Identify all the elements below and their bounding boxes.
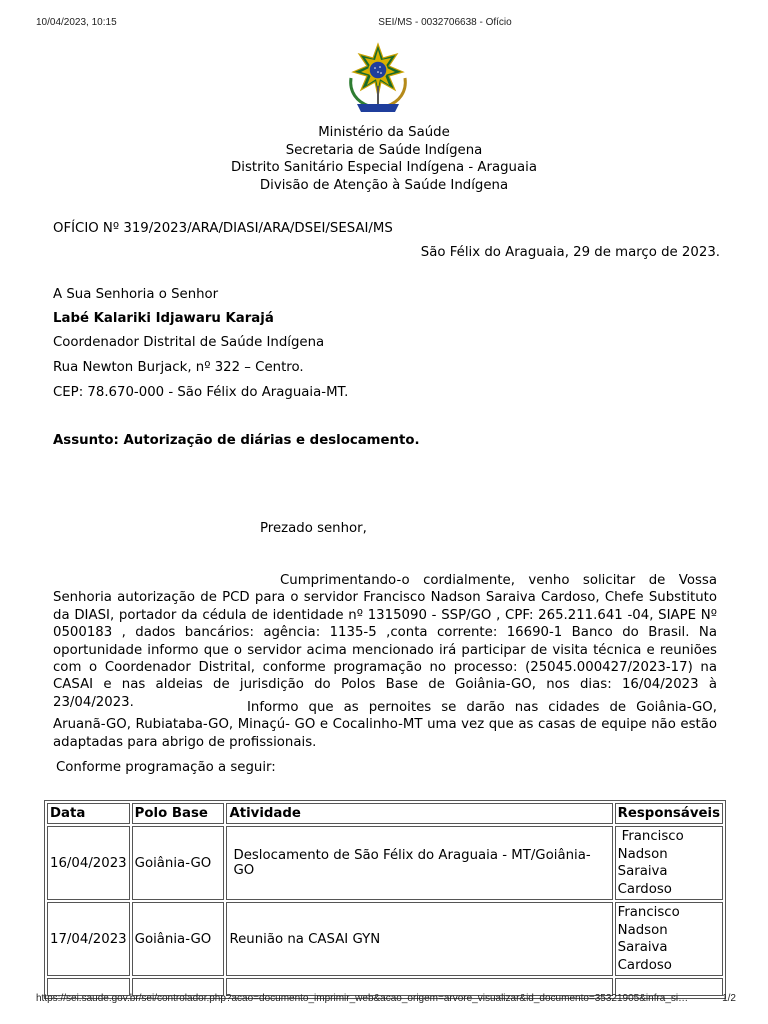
responsible-line: Francisco <box>617 905 680 920</box>
oficio-number: OFÍCIO Nº 319/2023/ARA/DIASI/ARA/DSEI/SESAI/MS <box>53 221 393 236</box>
brazil-coat-of-arms-icon <box>345 42 411 116</box>
org-line-district: Distrito Sanitário Especial Indígena - Araguaia <box>231 160 537 175</box>
header-polo-base: Polo Base <box>132 803 225 824</box>
cell-polo: Goiânia-GO <box>132 826 225 900</box>
responsible-line: Saraiva <box>617 864 668 879</box>
responsible-line: Francisco <box>621 829 684 844</box>
responsible-line: Saraiva <box>617 940 668 955</box>
table-header-row <box>47 803 723 824</box>
responsible-line: Nadson <box>617 846 668 862</box>
org-line-secretariat: Secretaria de Saúde Indígena <box>285 142 483 158</box>
cell-activity: Reunião na CASAI GYN <box>226 902 612 976</box>
recipient-cep: CEP: 78.670-000 - São Félix do Araguaia-MT. <box>53 385 349 400</box>
header-activity: Atividade <box>226 803 612 824</box>
table-row <box>47 826 723 900</box>
org-line-division: Divisão de Atenção à Saúde Indígena <box>259 177 509 193</box>
place-date: São Félix do Araguaia, 29 de março de 2023. <box>420 245 720 260</box>
cell-responsible <box>615 902 723 976</box>
body-paragraph-2: Informo que as pernoites se darão nas cidades de Goiânia-GO, Aruanã-GO, Rubiataba-GO, Minaçú- GO e Cocalinho-MT uma vez que as casas de equipe não estão adaptadas para abrigo de profissionais. <box>53 700 717 750</box>
cell-activity: Deslocamento de São Félix do Araguaia - MT/Goiânia- GO <box>226 826 612 900</box>
recipient-name: Labé Kalariki Idjawaru Karajá <box>53 311 274 326</box>
print-doc-title: SEI/MS - 0032706638 - Ofício <box>378 17 512 28</box>
responsible-line: Cardoso <box>617 957 672 973</box>
recipient-street: Rua Newton Burjack, nº 322 – Centro. <box>53 360 304 375</box>
responsible-line: Cardoso <box>617 881 672 897</box>
greeting: Prezado senhor, <box>260 521 367 536</box>
table-row <box>47 902 723 976</box>
header-date: Data <box>47 803 130 824</box>
schedule-table <box>44 800 726 999</box>
body-paragraph-1: Cumprimentando-o cordialmente, venho solicitar de Vossa Senhoria autorização de PCD para o servidor Francisco Nadson Saraiva Cardoso, Chefe Substituto da DIASI, portador da cédula de identidade nº 1315090 - SSP/GO , CPF: 265.211.641 -04, SIAPE Nº 0500183 , dados bancários: agência: 1135-5 ,conta corrente: 16690-1 Banco do Brasil. Na oportunidade informo que o servidor acima mencionado irá participar de visita técnica e reuniões com o Coordenador Distrital, conforme programação no processo: (25045.000427/2023-17) na CASAI e nas aldeias de jurisdição do Polos Base de Goiânia-GO, nos dias: 16/04/2023 à 23/04/2023. <box>53 573 717 710</box>
recipient-salutation: A Sua Senhoria o Senhor <box>53 287 219 302</box>
subject-line: Assunto: Autorização de diárias e deslocamento. <box>53 433 420 448</box>
body-paragraph-3: Conforme programação a seguir: <box>56 760 276 775</box>
responsible-line: Nadson <box>617 922 668 938</box>
print-url: https://sei.saude.gov.br/sei/controlador.php?acao=documento_imprimir_web&acao_origem=arvore_visualizar&id_documento=35321905&infra_si… <box>36 993 689 1004</box>
org-line-ministry: Ministério da Saúde <box>318 125 450 140</box>
print-datetime: 10/04/2023, 10:15 <box>36 17 117 28</box>
organization-header <box>0 124 768 194</box>
cell-responsible <box>615 826 723 900</box>
cell-date: 17/04/2023 <box>47 902 130 976</box>
print-page-number: 1/2 <box>722 993 736 1004</box>
recipient-role: Coordenador Distrital de Saúde Indígena <box>53 335 325 350</box>
cell-polo: Goiânia-GO <box>132 902 225 976</box>
header-responsible: Responsáveis <box>615 803 723 824</box>
cell-date: 16/04/2023 <box>47 826 130 900</box>
